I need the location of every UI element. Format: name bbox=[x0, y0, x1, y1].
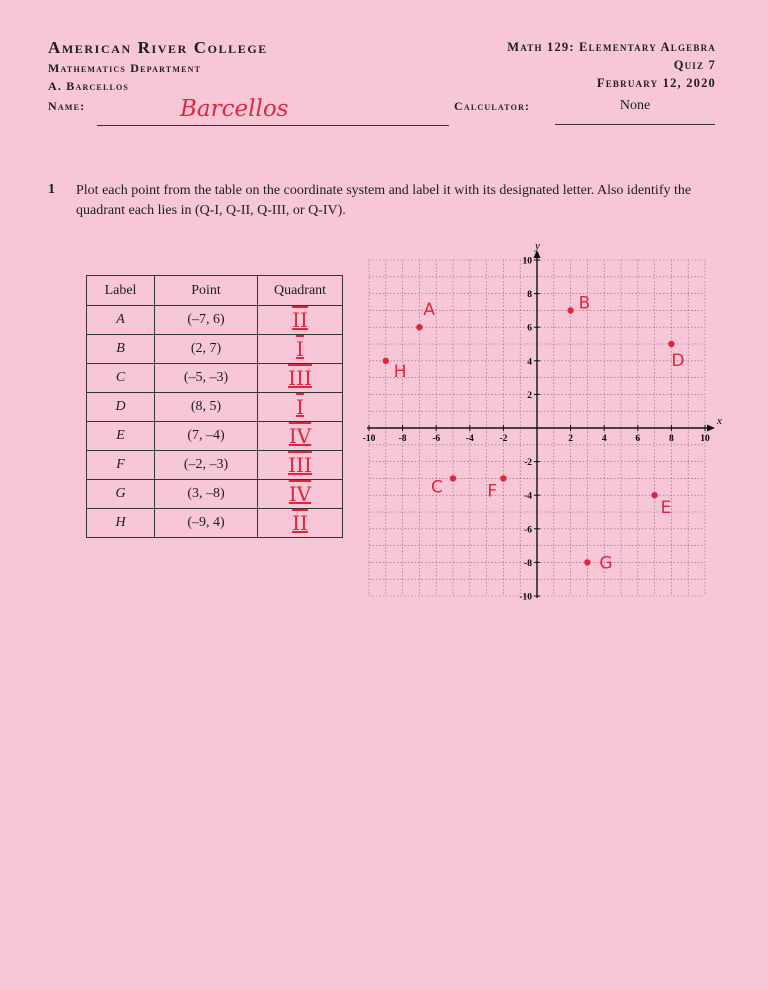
name-field[interactable]: Barcellos bbox=[180, 96, 289, 122]
instructor-name: A. Barcellos bbox=[48, 79, 130, 93]
row-point: (–2, –3) bbox=[155, 451, 258, 480]
points-table bbox=[86, 275, 343, 538]
x-tick-label: -4 bbox=[465, 434, 474, 444]
y-tick-label: 8 bbox=[527, 290, 532, 301]
x-tick-label: 4 bbox=[601, 434, 607, 444]
column-header-quadrant: Quadrant bbox=[258, 276, 343, 306]
plotted-point bbox=[584, 559, 590, 565]
row-label: G bbox=[87, 480, 155, 509]
plotted-point bbox=[500, 475, 506, 481]
y-tick-label: -10 bbox=[519, 592, 532, 603]
x-tick-label: 8 bbox=[669, 434, 674, 444]
column-header-point: Point bbox=[155, 276, 258, 306]
y-tick-label: -8 bbox=[524, 558, 532, 569]
x-tick-label: 2 bbox=[568, 434, 573, 444]
table-row bbox=[87, 422, 343, 451]
point-label: G bbox=[599, 553, 613, 574]
plotted-point bbox=[651, 492, 657, 498]
course-title: Math 129: Elementary Algebra bbox=[507, 40, 716, 54]
table-row bbox=[87, 335, 343, 364]
plotted-point bbox=[383, 358, 389, 364]
y-tick-label: -2 bbox=[524, 458, 532, 469]
y-axis-label: y bbox=[535, 240, 540, 252]
point-label: A bbox=[423, 300, 436, 321]
table-row bbox=[87, 480, 343, 509]
plotted-point bbox=[416, 324, 422, 330]
column-header-label: Label bbox=[87, 276, 155, 306]
y-tick-label: -4 bbox=[524, 491, 532, 502]
x-tick-label: -10 bbox=[362, 434, 376, 444]
name-label: Name: bbox=[48, 99, 86, 113]
plotted-point bbox=[567, 307, 573, 313]
x-tick-label: -6 bbox=[432, 434, 441, 444]
header-right bbox=[507, 40, 716, 94]
table-row bbox=[87, 393, 343, 422]
row-label: E bbox=[87, 422, 155, 451]
coordinate-plane[interactable] bbox=[355, 240, 722, 605]
point-label: F bbox=[487, 481, 498, 502]
point-label: D bbox=[671, 351, 685, 371]
row-label: C bbox=[87, 364, 155, 393]
row-label: H bbox=[87, 509, 155, 538]
department-name: Mathematics Department bbox=[48, 61, 202, 75]
x-tick-label: -2 bbox=[499, 434, 508, 444]
college-name: American River College bbox=[48, 38, 268, 57]
row-point: (–9, 4) bbox=[155, 509, 258, 538]
plotted-point bbox=[450, 475, 456, 481]
row-label: B bbox=[87, 335, 155, 364]
x-tick-label: 6 bbox=[635, 434, 641, 444]
row-quadrant-answer[interactable]: IV bbox=[258, 480, 343, 509]
question-number: 1 bbox=[48, 182, 55, 197]
point-label: C bbox=[431, 477, 443, 498]
table-row bbox=[87, 451, 343, 480]
row-label: F bbox=[87, 451, 155, 480]
table-row bbox=[87, 509, 343, 538]
question-text: Plot each point from the table on the coordinate system and label it with its designated letter. Also identify the quadrant each lies in (Q-I, Q-II, Q-III, or Q-IV). bbox=[76, 183, 692, 218]
y-tick-label: -6 bbox=[524, 525, 532, 536]
header-left bbox=[48, 38, 268, 94]
table-row bbox=[87, 306, 343, 335]
row-point: (–7, 6) bbox=[155, 306, 258, 335]
x-tick-label: -8 bbox=[398, 434, 407, 444]
row-point: (–5, –3) bbox=[155, 364, 258, 393]
table-row bbox=[87, 364, 343, 393]
plotted-point bbox=[668, 341, 674, 347]
x-tick-label: 10 bbox=[700, 434, 710, 444]
point-label: E bbox=[660, 498, 672, 519]
row-quadrant-answer[interactable]: III bbox=[258, 364, 343, 393]
point-label: B bbox=[578, 293, 591, 314]
calculator-label: Calculator: bbox=[454, 99, 531, 113]
table-header-row bbox=[87, 276, 343, 306]
y-tick-label: 2 bbox=[527, 390, 532, 401]
row-point: (2, 7) bbox=[155, 335, 258, 364]
y-tick-label: 10 bbox=[522, 256, 532, 267]
x-axis-arrow-icon bbox=[707, 425, 715, 432]
row-point: (7, –4) bbox=[155, 422, 258, 451]
point-label: H bbox=[393, 361, 407, 382]
row-point: (8, 5) bbox=[155, 393, 258, 422]
row-quadrant-answer[interactable]: II bbox=[258, 306, 343, 335]
quiz-title: Quiz 7 bbox=[673, 58, 716, 72]
row-quadrant-answer[interactable]: III bbox=[258, 451, 343, 480]
quiz-date: February 12, 2020 bbox=[596, 76, 716, 90]
calculator-field[interactable]: None bbox=[619, 98, 651, 113]
row-quadrant-answer[interactable]: I bbox=[258, 393, 343, 422]
row-label: D bbox=[87, 393, 155, 422]
row-quadrant-answer[interactable]: IV bbox=[258, 422, 343, 451]
name-underline bbox=[97, 125, 449, 126]
row-quadrant-answer[interactable]: II bbox=[258, 509, 343, 538]
calculator-underline bbox=[555, 124, 715, 125]
x-axis-label: x bbox=[717, 415, 722, 427]
y-tick-label: 6 bbox=[527, 323, 532, 334]
row-label: A bbox=[87, 306, 155, 335]
y-tick-label: 4 bbox=[527, 357, 532, 368]
row-quadrant-answer[interactable]: I bbox=[258, 335, 343, 364]
row-point: (3, –8) bbox=[155, 480, 258, 509]
